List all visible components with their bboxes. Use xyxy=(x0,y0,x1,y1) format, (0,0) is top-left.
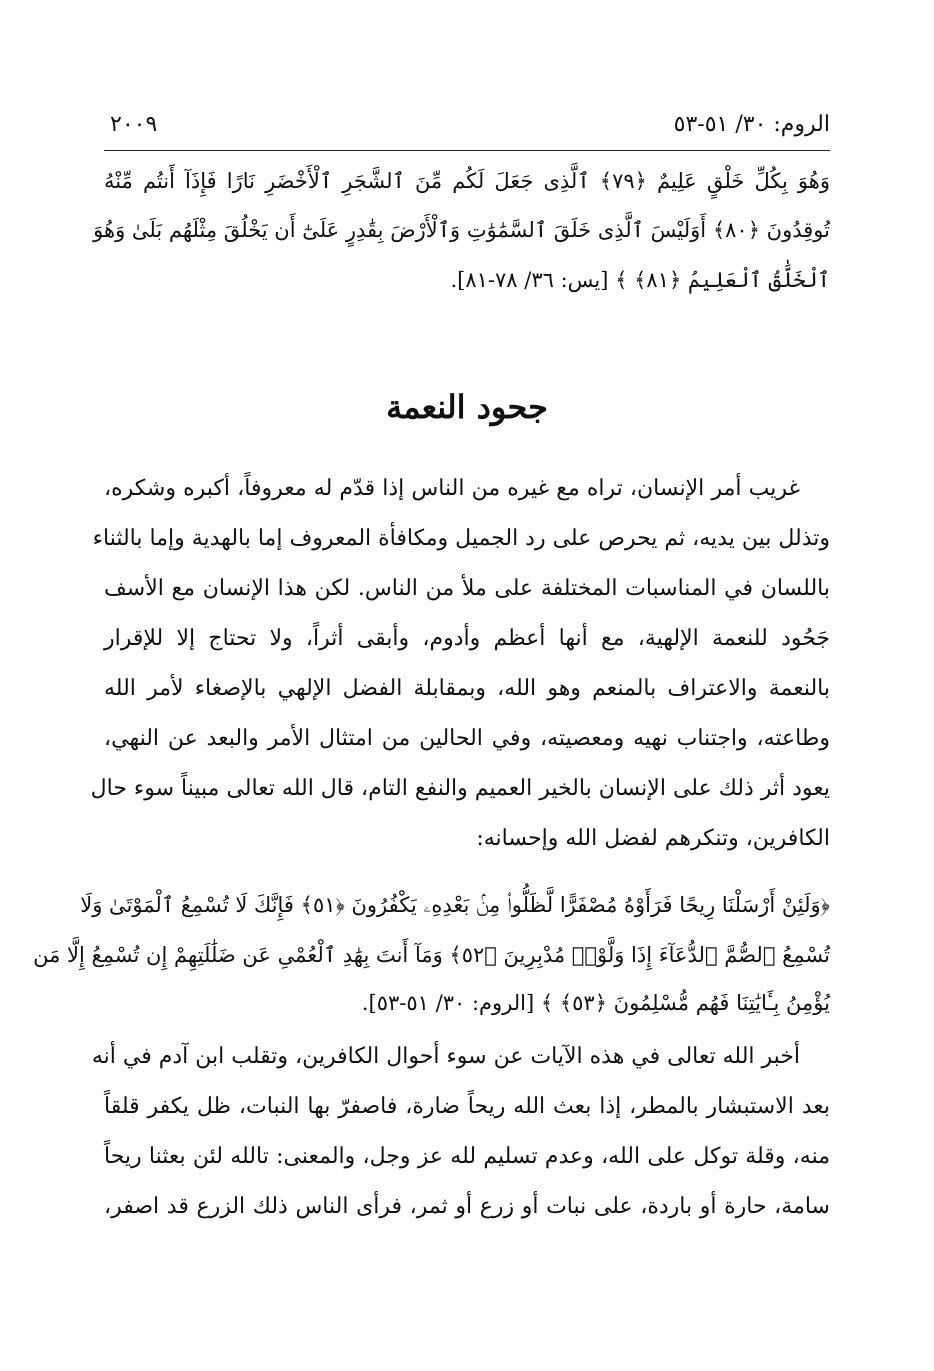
text-line: أخبر الله تعالى في هذه الآيات عن سوء أحوال الكافرين، وتقلب ابن آدم في أنه xyxy=(91,1044,800,1069)
text-line: سامة، حارة أو باردة، على نبات أو زرع أو ثمر، فرأى الناس ذلك الزرع قد اصفر، xyxy=(104,1194,830,1219)
text-line: باللسان في المناسبات المختلفة على ملأ من الناس. لكن هذا الإنسان مع الأسف xyxy=(104,576,830,601)
section-title: جحود النعمة xyxy=(386,388,548,426)
text-line: الكافرين، وتنكرهم لفضل الله وإحسانه: xyxy=(476,826,830,851)
verse-line: ٱلْخَلَّٰقُ ٱلْعَلِيمُ ﴿٨١﴾ ﴾ [يس: ٣٦/ ٧٨-٨١]. xyxy=(450,268,830,292)
verse-line: ﴿وَلَئِنْ أَرْسَلْنَا رِيحًا فَرَأَوْهُ مُصْفَرًّا لَّظَلُّوا۟ مِنۢ بَعْدِهِۦ يَكْفُرُونَ ﴿٥١﴾ فَإِنَّكَ لَا تُسْمِعُ ٱلْمَوْتَىٰ وَلَا xyxy=(80,893,830,917)
header-rule xyxy=(104,150,830,151)
text-line: وطاعته، واجتناب نهيه ومعصيته، وفي الحالين من امتثال الأمر والبعد عن النهي، xyxy=(104,726,830,751)
text-line: منه، وقلة توكل على الله، وعدم تسليم لله عز وجل، والمعنى: تالله لئن بعثنا ريحاً xyxy=(104,1144,830,1169)
text-line: وتذلل بين يديه، ثم يحرص على رد الجميل ومكافأة المعروف إما بالهدية وإما بالثناء xyxy=(92,526,830,551)
text-line: غريب أمر الإنسان، تراه مع غيره من الناس إذا قدّم له معروفاً، أكبره وشكره، xyxy=(104,476,800,501)
verse-line: تُسْمِعُ ٱلصُّمَّ ٱلدُّعَآءَ إِذَا وَلَّوْا۟ مُدْبِرِينَ ﴿٥٢﴾ وَمَآ أَنتَ بِهَٰدِ ٱلْعُمْىِ عَن ضَلَٰلَتِهِمْ إِن تُسْمِعُ إِلَّا مَن xyxy=(33,943,830,967)
text-line: جَحُود للنعمة الإلهية، مع أنها أعظم وأدوم، وأبقى أثراً، ولا تحتاج إلا للإقرار xyxy=(104,626,830,651)
page-number: ٢٠٠٩ xyxy=(110,112,158,137)
text-line: يعود أثر ذلك على الإنسان بالخير العميم والنفع التام، قال الله تعالى مبيناً سوء حال xyxy=(90,776,830,801)
verse-line: يُؤْمِنُ بِـَٔايَٰتِنَا فَهُم مُّسْلِمُونَ ﴿٥٣﴾ ﴾ [الروم: ٣٠/ ٥١-٥٣]. xyxy=(361,991,830,1015)
text-line: بالنعمة والاعتراف بالمنعم وهو الله، وبمقابلة الفضل الإلهي بالإصغاء لأمر الله xyxy=(104,676,830,701)
verse-line: تُوقِدُونَ ﴿٨٠﴾ أَوَلَيْسَ ٱلَّذِى خَلَقَ ٱلسَّمَٰوَٰتِ وَٱلْأَرْضَ بِقَٰدِرٍ عَلَىٰٓ أَن يَخْلُقَ مِثْلَهُم بَلَىٰ وَهُوَ xyxy=(93,218,830,242)
text-line: بعد الاستبشار بالمطر، إذا بعث الله ريحاً ضارة، فاصفرّ بها النبات، ظل يكفر قلقاً xyxy=(104,1094,830,1119)
running-header: الروم: ٣٠/ ٥١-٥٣ xyxy=(673,112,830,137)
verse-line: وَهُوَ بِكُلِّ خَلْقٍ عَلِيمٌ ﴿٧٩﴾ ٱلَّذِى جَعَلَ لَكُم مِّنَ ٱلشَّجَرِ ٱلْأَخْضَرِ نَارًا فَإِذَآ أَنتُم مِّنْهُ xyxy=(104,169,830,193)
